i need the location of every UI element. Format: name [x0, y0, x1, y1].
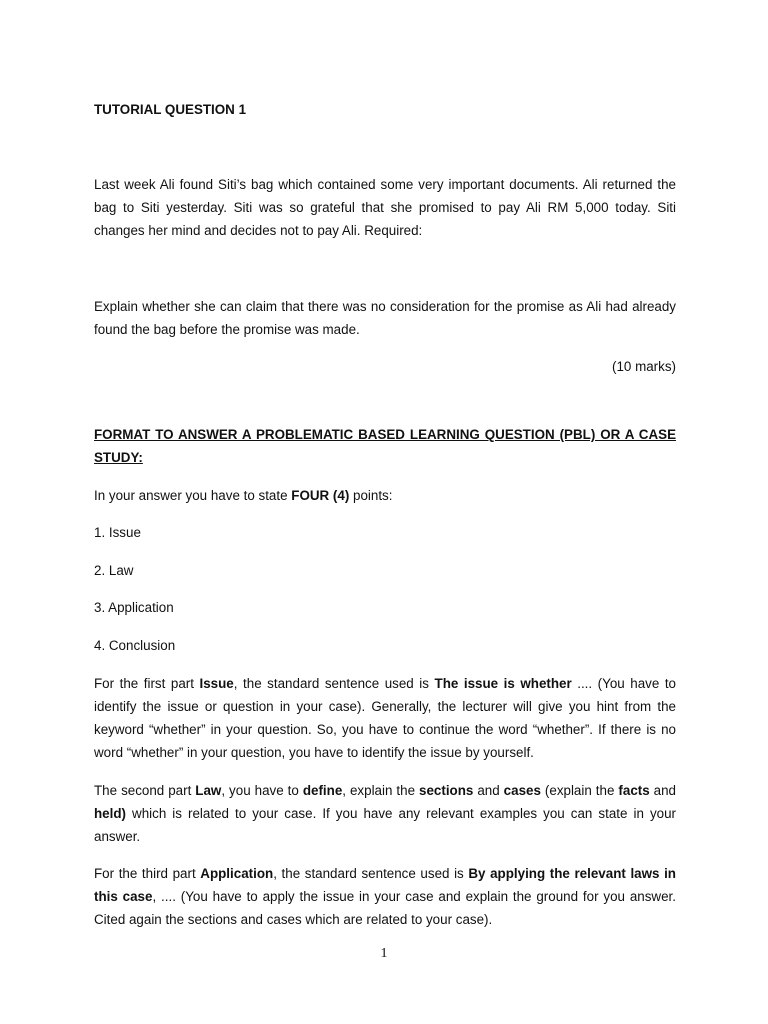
law-text-5: (explain the	[540, 783, 619, 798]
issue-standard-sentence: The issue is whether	[434, 676, 572, 691]
application-text-3: , .... (You have to apply the issue in your case and explain the ground for you answer. Cited again the sections and cases which are related to your case).	[94, 889, 676, 927]
law-text-2: , you have to	[221, 783, 303, 798]
application-standard-sentence: By applying the relevant laws in this case	[94, 866, 676, 904]
issue-text-3: .... (You have to identify the issue or question in your case). Generally, the lecturer will give you hint from the keyword “whether” in your question. So, you have to continue the word “whether”. If there is no word “whether” in your question, you have to identify the issue by yourself.	[94, 676, 677, 760]
law-facts: facts	[618, 783, 650, 798]
marks-label: (10 marks)	[612, 359, 676, 374]
question-paragraph: Explain whether she can claim that there was no consideration for the promise as Ali had already found the bag before the promise was made.	[94, 299, 676, 337]
scenario-paragraph: Last week Ali found Siti’s bag which contained some very important documents. Ali returned the bag to Siti yesterday. Siti was so grateful that she promised to pay Ali RM 5,000 today. Siti changes her mind and decides not to pay Ali. Required:	[94, 177, 676, 238]
application-term: Application	[200, 866, 274, 881]
law-text-6: and	[649, 783, 677, 798]
points-count: FOUR (4)	[291, 488, 350, 503]
point-issue: 1. Issue	[94, 525, 141, 540]
law-held: held)	[94, 806, 126, 821]
application-paragraph	[94, 862, 676, 931]
point-application: 3. Application	[94, 600, 174, 615]
point-law: 2. Law	[94, 563, 134, 578]
issue-text-2: , the standard sentence used is	[233, 676, 435, 691]
law-paragraph	[94, 779, 676, 848]
points-intro	[94, 484, 676, 507]
law-term: Law	[195, 783, 222, 798]
points-intro-text: In your answer you have to state	[94, 488, 292, 503]
application-text-1: For the third part	[94, 866, 201, 881]
issue-term: Issue	[199, 676, 234, 691]
law-sections: sections	[419, 783, 474, 798]
issue-paragraph	[94, 672, 676, 764]
law-text-4: and	[473, 783, 504, 798]
issue-text-1: For the first part	[94, 676, 200, 691]
page-title: TUTORIAL QUESTION 1	[94, 102, 247, 117]
points-intro-text-end: points:	[349, 488, 393, 503]
application-text-2: , the standard sentence used is	[273, 866, 469, 881]
point-conclusion: 4. Conclusion	[94, 638, 176, 653]
law-define: define	[302, 783, 343, 798]
law-text-1: The second part	[94, 783, 196, 798]
law-cases: cases	[503, 783, 541, 798]
law-text-7: which is related to your case. If you have any relevant examples you can state in your answer.	[94, 806, 676, 844]
format-heading: FORMAT TO ANSWER A PROBLEMATIC BASED LEARNING QUESTION (PBL) OR A CASE STUDY:	[94, 427, 676, 465]
law-text-3: , explain the	[342, 783, 420, 798]
page-number: 1	[380, 946, 388, 961]
